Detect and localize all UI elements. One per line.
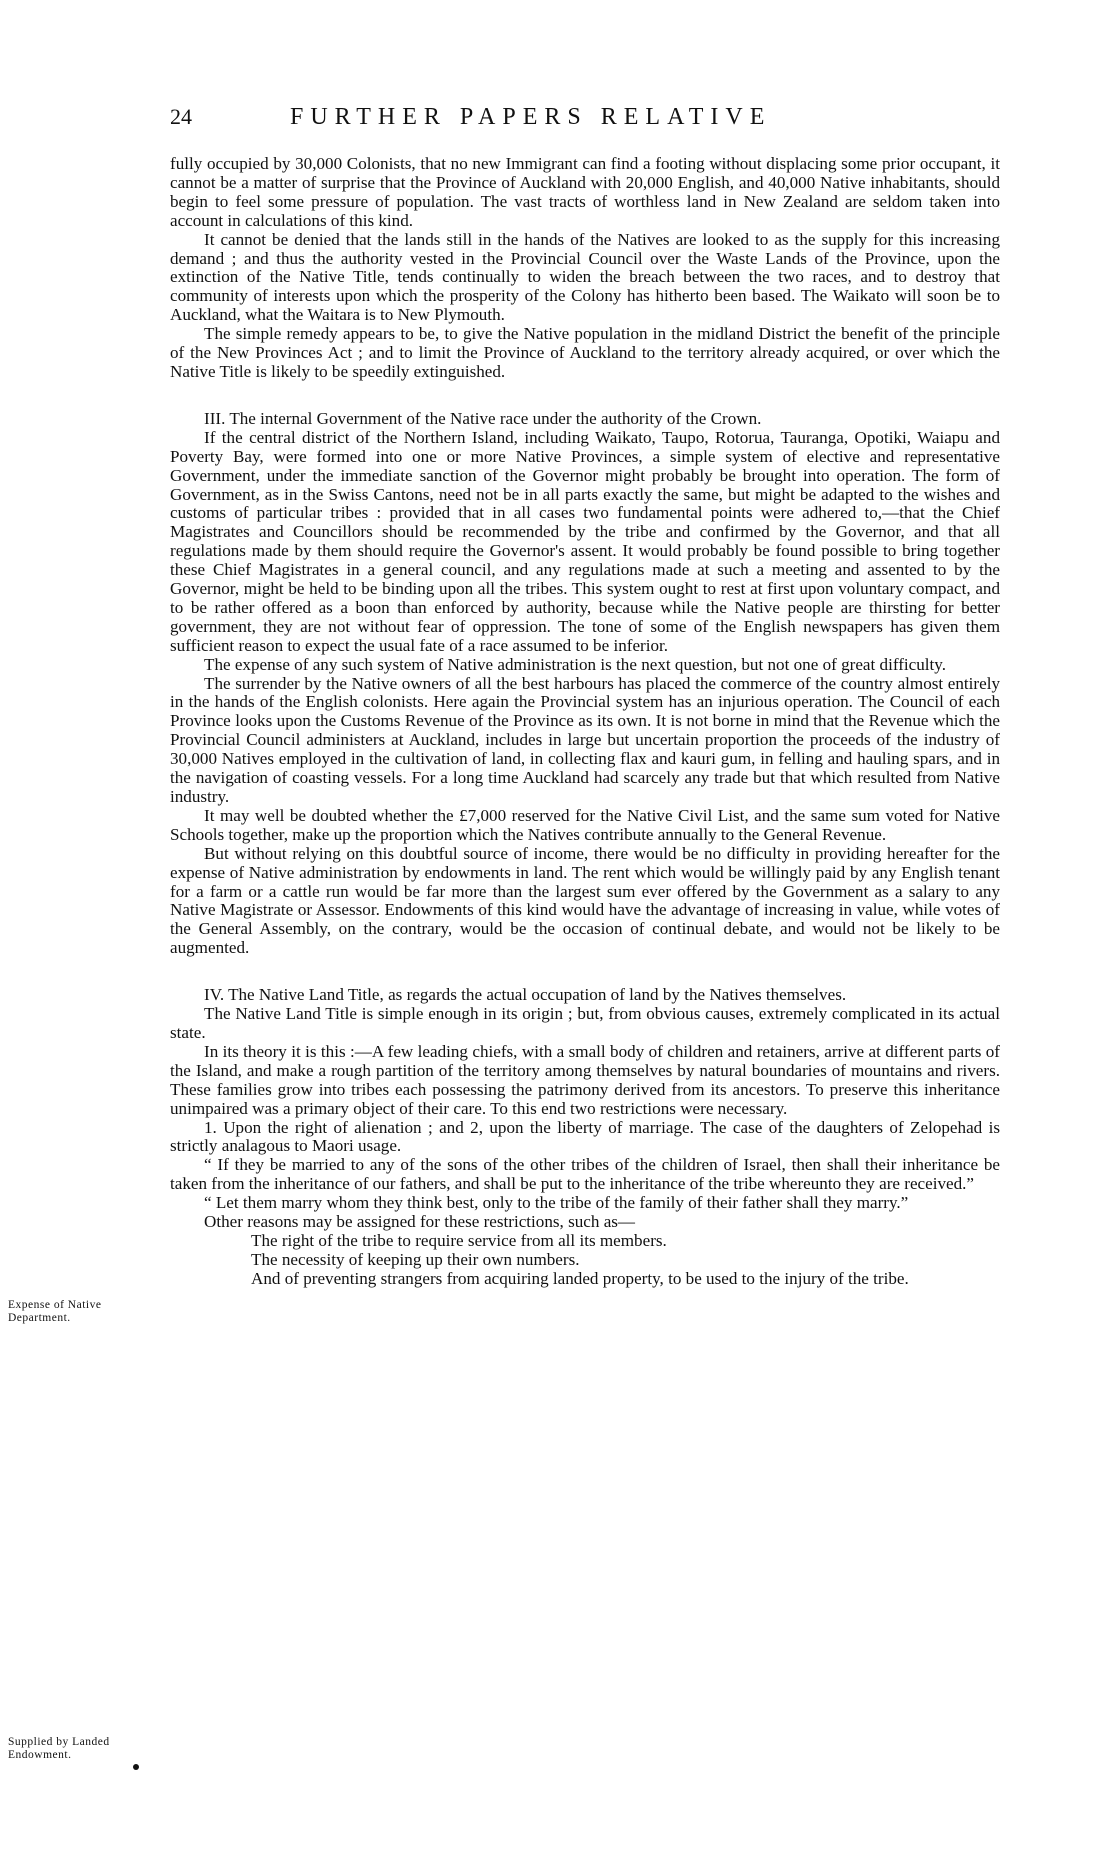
paragraph: It cannot be denied that the lands still in the hands of the Natives are looked to as the supply for this increasing demand ; and thus the authority vested in the Provincial Council over the Waste Lands of the Province, upon the extinction of the Native Title, tends continually to widen the breach between the two races, and to destroy that community of interests upon which the prosperity of the Colony has hitherto been based. The Waikato will soon be to Auckland, what the Waitara is to New Plymouth. [170,229,1000,325]
paragraph: fully occupied by 30,000 Colonists, that no new Immigrant can find a footing without displacing some prior occupant, it cannot be a matter of surprise that the Province of Auckland with 20,000 English, and 40,000 Native inhabitants, should begin to feel some pressure of population. The vast tracts of worthless land in New Zealand are seldom taken into account in calculations of this kind. [170,154,1000,230]
section-heading: III. The internal Government of the Native race under the authority of the Crown. [204,408,762,428]
body-text [170,155,1000,1289]
paragraph: Other reasons may be assigned for these restrictions, such as— [204,1212,636,1232]
section-gap [170,958,1000,986]
quotation: “ Let them marry whom they think best, only to the tribe of the family of their father shall they marry.” [204,1193,909,1213]
reason-item: The necessity of keeping up their own numbers. [251,1249,580,1269]
quotation: “ If they be married to any of the sons of the other tribes of the children of Israel, then shall their inheritance be taken from the inheritance of our fathers, and shall be put to the inheritance of the tribe whereunto they are received.” [170,1155,1000,1194]
paragraph: 1. Upon the right of alienation ; and 2, upon the liberty of marriage. The case of the daughters of Zelopehad is strictly analagous to Maori usage. [170,1117,1000,1156]
section-heading: IV. The Native Land Title, as regards the actual occupation of land by the Natives themselves. [204,985,847,1005]
reason-item: And of preventing strangers from acquiring landed property, to be used to the injury of the tribe. [251,1268,909,1288]
reason-item: The right of the tribe to require service from all its members. [251,1230,667,1250]
paragraph: The expense of any such system of Native administration is the next question, but not one of great difficulty. [204,654,946,674]
paragraph: If the central district of the Northern Island, including Waikato, Taupo, Rotorua, Tauranga, Opotiki, Waiapu and Poverty Bay, were formed into one or more Native Provinces, a simple system of elective and representative Government, under the immediate sanction of the Governor might probably be brought into operation. The form of Government, as in the Swiss Cantons, need not be in all parts exactly the same, but might be adapted to the wishes and customs of particular tribes : provided that in all cases two fundamental points were adhered to,—that the Chief Magistrates and Councillors should be recommended by the tribe and confirmed by the Governor, and that all regulations made by them should require the Governor's assent. It would probably be found possible to bring together these Chief Magistrates in a general council, and any regulations made at such a meeting and assented to by the Governor, might be held to be binding upon all the tribes. This system ought to rest at first upon voluntary compact, and to be rather offered as a boon than enforced by authority, because while the Native people are thirsting for better government, they are not without fear of oppression. The tone of some of the English newspapers has given them sufficient reason to expect the usual fate of a race assumed to be inferior. [170,427,1000,655]
running-title: FURTHER PAPERS RELATIVE [290,104,772,130]
paragraph: The simple remedy appears to be, to give the Native population in the midland District the benefit of the principle of the New Provinces Act ; and to limit the Province of Auckland to the territory already acquired, or over which the Native Title is likely to be speedily extinguished. [170,324,1000,381]
margin-note-endowment: Supplied by Landed Endowment. [8,1736,110,1761]
paragraph: But without relying on this doubtful source of income, there would be no difficulty in providing hereafter for the expense of Native administration by endowments in land. The rent which would be willingly paid by any English tenant for a farm or a cattle run would be far more than the largest sum ever offered by the Government as a salary to any Native Magistrate or Assessor. Endowments of this kind would have the advantage of increasing in value, while votes of the General Assembly, on the contrary, would be the occasion of continual debate, and would not be likely to be augmented. [170,843,1000,958]
section-gap [170,382,1000,410]
paragraph: The Native Land Title is simple enough in its origin ; but, from obvious causes, extremely complicated in its actual state. [170,1004,1000,1042]
bullet-mark [133,1764,139,1770]
paragraph: It may well be doubted whether the £7,000 reserved for the Native Civil List, and the same sum voted for Native Schools together, make up the proportion which the Natives contribute annually to the General Revenue. [170,805,1000,844]
page-header [0,104,1114,140]
paragraph: The surrender by the Native owners of all the best harbours has placed the commerce of the country almost entirely in the hands of the English colonists. Here again the Provincial system has an injurious operation. The Council of each Province looks upon the Customs Revenue of the Province as its own. It is not borne in mind that the Revenue which the Provincial Council administers at Auckland, includes in large but uncertain proportion the proceeds of the industry of 30,000 Natives employed in the cultivation of land, in collecting flax and kauri gum, in felling and hauling spars, and in the navigation of coasting vessels. For a long time Auckland had scarcely any trade but that which resulted from Native industry. [170,673,1000,806]
margin-note-expense: Expense of Native Department. [8,1299,102,1324]
paragraph: In its theory it is this :—A few leading chiefs, with a small body of children and retainers, arrive at different parts of the Island, and make a rough partition of the territory among themselves by natural boundaries of mountains and rivers. These families grow into tribes each possessing the patrimony derived from its ancestors. To preserve this inheritance unimpaired was a primary object of their care. To this end two restrictions were necessary. [170,1041,1000,1118]
page-number: 24 [170,104,192,129]
